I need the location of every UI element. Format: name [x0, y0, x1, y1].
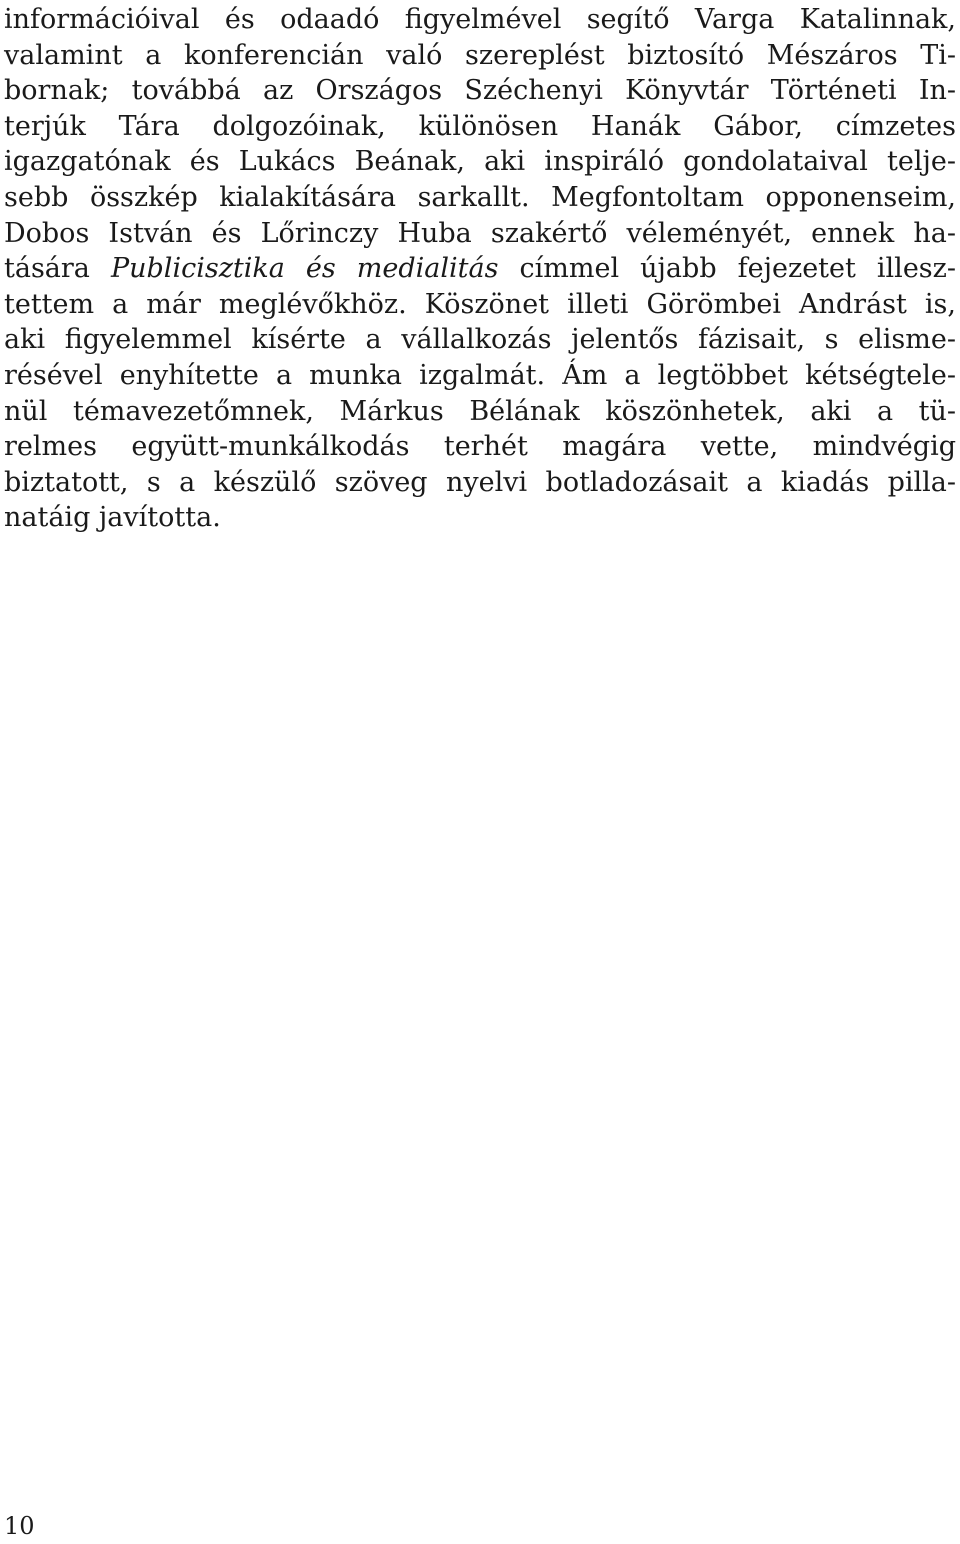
text-line: terjúk Tára dolgozóinak, különösen Hanák Gábor, címzetes — [4, 110, 956, 142]
text-line: aki figyelemmel kísérte a vállalkozás jelentős fázisait, s elisme- — [4, 324, 956, 356]
text-line: relmes együtt-munkálkodás terhét magára vette, mindvégig — [4, 431, 956, 463]
page-number: 10 — [4, 1512, 35, 1540]
text-segment: tására — [4, 253, 111, 285]
text-line-last: natáig javította. — [4, 502, 221, 534]
text-line: nül témavezetőmnek, Márkus Bélának köszönhetek, aki a tü- — [4, 395, 956, 427]
text-line: sebb összkép kialakítására sarkallt. Megfontoltam opponenseim, — [4, 181, 956, 213]
text-line: igazgatónak és Lukács Beának, aki inspiráló gondolataival telje- — [4, 146, 956, 178]
text-line: bornak; továbbá az Országos Széchenyi Könyvtár Történeti In- — [4, 75, 956, 107]
text-line: tettem a már meglévőkhöz. Köszönet illeti Görömbei Andrást is, — [4, 288, 956, 320]
text-line: biztatott, s a készülő szöveg nyelvi botladozásait a kiadás pilla- — [4, 466, 956, 498]
text-line — [4, 251, 956, 287]
text-line: Dobos István és Lőrinczy Huba szakértő véleményét, ennek ha- — [4, 217, 956, 249]
text-line: valamint a konferencián való szereplést biztosító Mészáros Ti- — [4, 39, 956, 71]
italic-book-title: Publicisztika és medialitás — [110, 253, 499, 285]
text-line: résével enyhítette a munka izgalmát. Ám a legtöbbet kétségtele- — [4, 359, 956, 391]
body-paragraph — [4, 2, 956, 536]
text-line: információival és odaadó figyelmével segítő Varga Katalinnak, — [4, 4, 956, 35]
text-segment: címmel újabb fejezetet illesz- — [498, 253, 957, 285]
